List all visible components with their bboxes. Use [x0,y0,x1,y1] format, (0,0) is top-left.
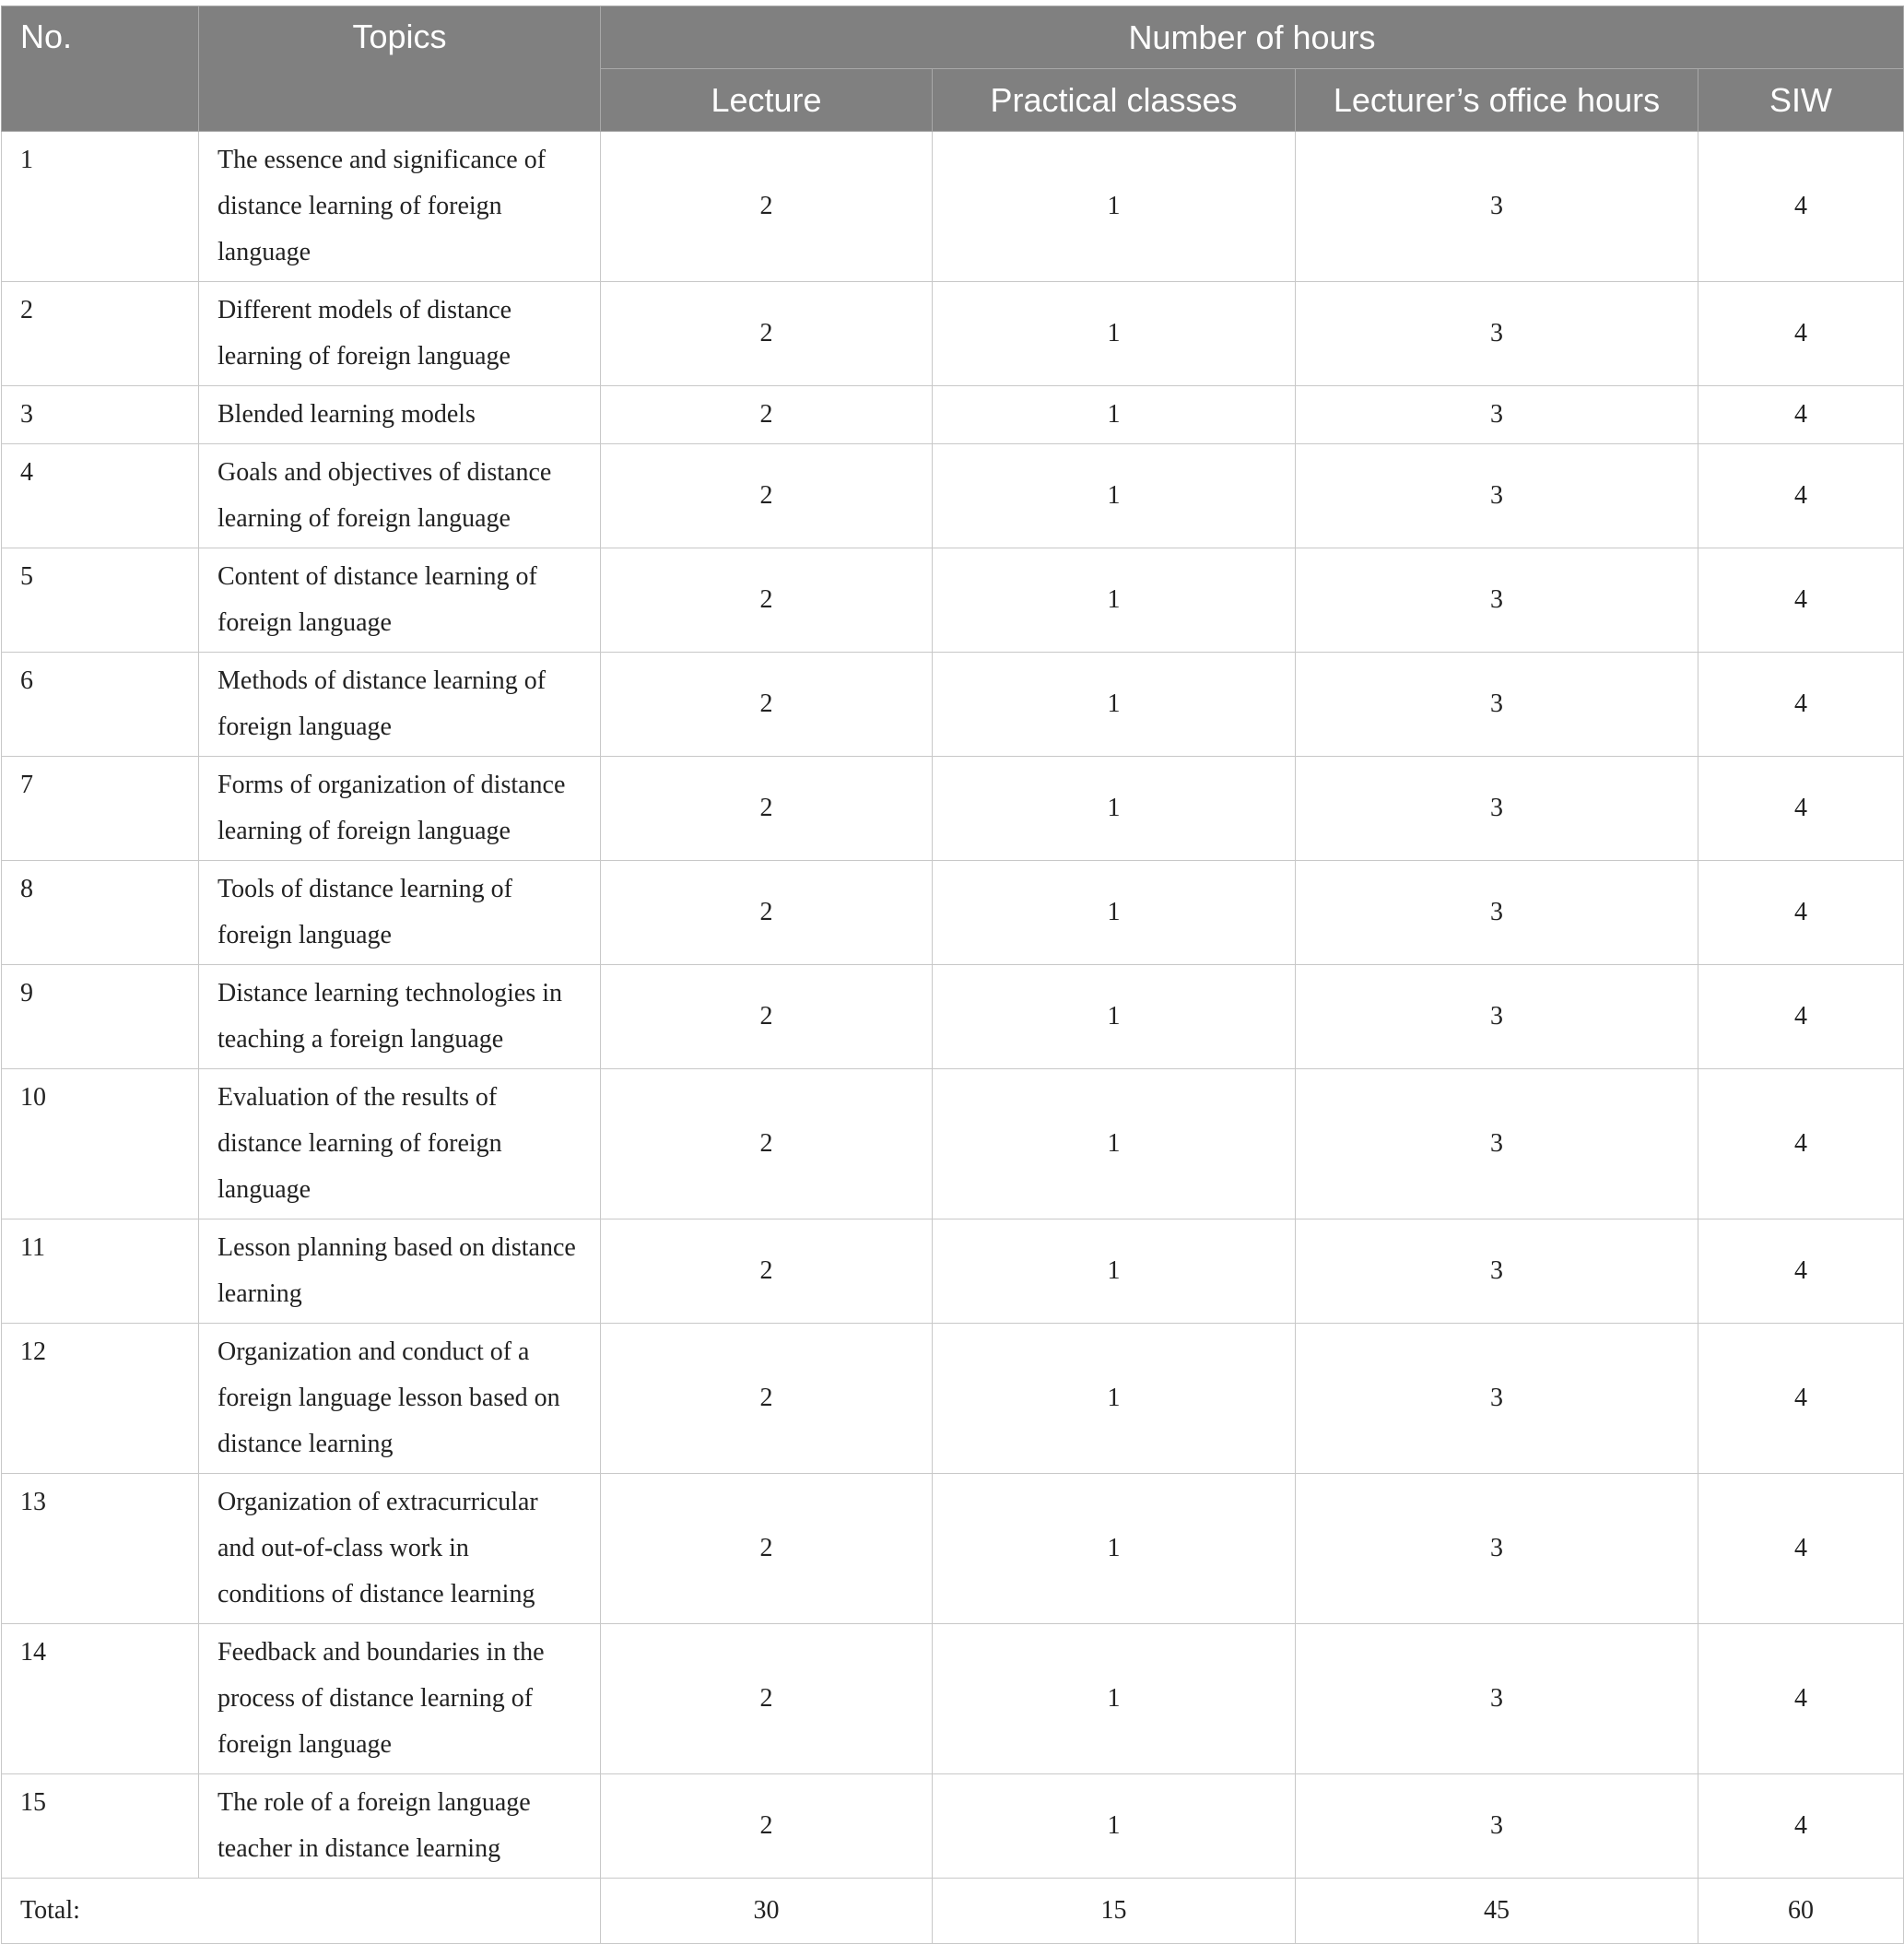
cell-no: 10 [2,1069,199,1219]
total-lecture: 30 [601,1879,933,1944]
cell-practical: 1 [933,1069,1296,1219]
cell-lecture: 2 [601,386,933,444]
header-office-hours: Lecturer’s office hours [1296,69,1698,132]
table-row [2,1324,1904,1474]
cell-siw: 4 [1698,861,1904,965]
cell-topic: Organization and conduct of a foreign language lesson based on distance learning [199,1324,601,1474]
table-row [2,861,1904,965]
cell-office: 3 [1296,132,1698,282]
cell-practical: 1 [933,386,1296,444]
cell-lecture: 2 [601,444,933,548]
cell-office: 3 [1296,653,1698,757]
total-siw: 60 [1698,1879,1904,1944]
table-row [2,1219,1904,1324]
cell-no: 12 [2,1324,199,1474]
cell-topic: The role of a foreign language teacher in distance learning [199,1774,601,1879]
cell-lecture: 2 [601,282,933,386]
cell-lecture: 2 [601,1474,933,1624]
table-row [2,386,1904,444]
cell-siw: 4 [1698,282,1904,386]
cell-office: 3 [1296,1324,1698,1474]
cell-siw: 4 [1698,1774,1904,1879]
cell-no: 13 [2,1474,199,1624]
cell-no: 4 [2,444,199,548]
header-no: No. [2,6,199,132]
cell-office: 3 [1296,1774,1698,1879]
cell-lecture: 2 [601,1774,933,1879]
cell-siw: 4 [1698,1324,1904,1474]
cell-topic: Lesson planning based on distance learning [199,1219,601,1324]
cell-lecture: 2 [601,1069,933,1219]
cell-siw: 4 [1698,653,1904,757]
cell-office: 3 [1296,757,1698,861]
cell-practical: 1 [933,548,1296,653]
cell-topic: Evaluation of the results of distance learning of foreign language [199,1069,601,1219]
cell-topic: Blended learning models [199,386,601,444]
cell-lecture: 2 [601,1219,933,1324]
cell-no: 11 [2,1219,199,1324]
cell-office: 3 [1296,548,1698,653]
table-row [2,444,1904,548]
cell-no: 1 [2,132,199,282]
cell-lecture: 2 [601,1624,933,1774]
cell-practical: 1 [933,1324,1296,1474]
table-row [2,282,1904,386]
cell-office: 3 [1296,1624,1698,1774]
cell-office: 3 [1296,1219,1698,1324]
table-row [2,653,1904,757]
cell-office: 3 [1296,282,1698,386]
cell-office: 3 [1296,444,1698,548]
cell-practical: 1 [933,757,1296,861]
cell-no: 2 [2,282,199,386]
table-row [2,1624,1904,1774]
cell-no: 5 [2,548,199,653]
cell-siw: 4 [1698,444,1904,548]
cell-practical: 1 [933,1219,1296,1324]
cell-practical: 1 [933,444,1296,548]
cell-siw: 4 [1698,1624,1904,1774]
cell-siw: 4 [1698,548,1904,653]
table-row [2,1069,1904,1219]
cell-siw: 4 [1698,386,1904,444]
cell-no: 8 [2,861,199,965]
cell-lecture: 2 [601,965,933,1069]
cell-practical: 1 [933,1624,1296,1774]
cell-practical: 1 [933,965,1296,1069]
header-lecture: Lecture [601,69,933,132]
table-row [2,132,1904,282]
table-body [2,132,1904,1944]
cell-lecture: 2 [601,548,933,653]
cell-siw: 4 [1698,757,1904,861]
cell-topic: Content of distance learning of foreign language [199,548,601,653]
table-row [2,548,1904,653]
header-number-of-hours: Number of hours [601,6,1904,69]
table-row [2,1774,1904,1879]
cell-no: 9 [2,965,199,1069]
cell-practical: 1 [933,653,1296,757]
cell-practical: 1 [933,1474,1296,1624]
cell-topic: Distance learning technologies in teaching a foreign language [199,965,601,1069]
hours-table [1,6,1904,1944]
cell-siw: 4 [1698,965,1904,1069]
cell-topic: Methods of distance learning of foreign language [199,653,601,757]
cell-practical: 1 [933,861,1296,965]
cell-topic: The essence and significance of distance learning of foreign language [199,132,601,282]
cell-no: 7 [2,757,199,861]
cell-siw: 4 [1698,1474,1904,1624]
cell-topic: Organization of extracurricular and out-of-class work in conditions of distance learning [199,1474,601,1624]
cell-no: 3 [2,386,199,444]
header-practical-classes: Practical classes [933,69,1296,132]
cell-siw: 4 [1698,1219,1904,1324]
table-row [2,757,1904,861]
cell-no: 15 [2,1774,199,1879]
cell-practical: 1 [933,1774,1296,1879]
cell-lecture: 2 [601,1324,933,1474]
cell-lecture: 2 [601,757,933,861]
total-office: 45 [1296,1879,1698,1944]
cell-topic: Forms of organization of distance learning of foreign language [199,757,601,861]
cell-topic: Goals and objectives of distance learning of foreign language [199,444,601,548]
cell-office: 3 [1296,1069,1698,1219]
cell-practical: 1 [933,132,1296,282]
cell-topic: Different models of distance learning of foreign language [199,282,601,386]
total-practical: 15 [933,1879,1296,1944]
cell-office: 3 [1296,1474,1698,1624]
cell-topic: Tools of distance learning of foreign language [199,861,601,965]
cell-siw: 4 [1698,132,1904,282]
header-siw: SIW [1698,69,1904,132]
table-header [2,6,1904,132]
table-row [2,1474,1904,1624]
cell-topic: Feedback and boundaries in the process of distance learning of foreign language [199,1624,601,1774]
cell-office: 3 [1296,861,1698,965]
cell-lecture: 2 [601,132,933,282]
total-label: Total: [2,1879,601,1944]
cell-office: 3 [1296,965,1698,1069]
cell-practical: 1 [933,282,1296,386]
cell-lecture: 2 [601,653,933,757]
cell-lecture: 2 [601,861,933,965]
total-row [2,1879,1904,1944]
cell-no: 14 [2,1624,199,1774]
table-row [2,965,1904,1069]
cell-office: 3 [1296,386,1698,444]
cell-no: 6 [2,653,199,757]
header-topics: Topics [199,6,601,132]
cell-siw: 4 [1698,1069,1904,1219]
